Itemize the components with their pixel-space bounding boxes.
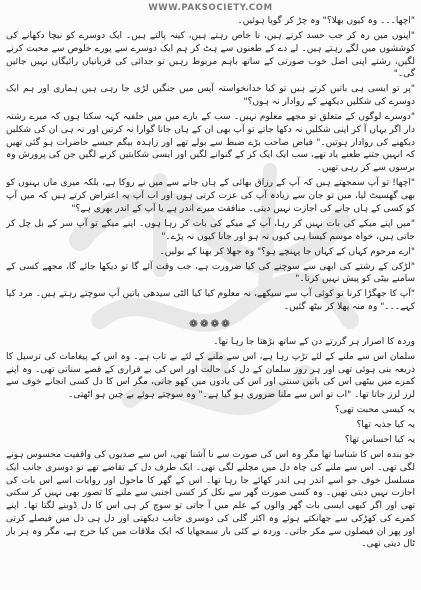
paragraph: وردہ کا اصرار ہر گزرتے دن کے ساتھ بڑھتا جا رہا تھا۔ xyxy=(213,336,415,347)
paragraph: یہ کیا جذبہ تھا؟ xyxy=(356,420,415,431)
paragraph: یہ کیسی محبت تھی؟ xyxy=(334,405,415,416)
paragraph: جو بندہ اس کا شناسا تھا مگر وہ اس کی صورت سے نا آشنا تھی، اس سے صدیوں کی واقفیت محسوس ہونے لگی تھی۔ اس سے ملنے کی چاہ دل میں مچلنے لگی تھی۔ ایک طرف دل کے تقاضے تھے تو دوسری جانب ایک مسلسل خوف جو اسے اندر ہی اندر کھائے جا رہا تھا۔ اس کے گھر کا ماحول اور روایات اسے اس بات کی اجازت نہیں دیتی تھیں۔ وہ کسی صورت گھر سے نکل کر کسی اجنبی سے ملنے کا تصور بھی نہیں کر سکتی تھی اور اگر کبھی ایسی بات گھر والوں کے علم میں آ جاتی تو سوچ کر ہی اس کا دل ڈوبنے لگتا تھا۔ اپنے کمرے کی کھڑکی سے جھانکتے ہوئے وہ اکثر گلی کی دوسری جانب دیکھتی اور دل ہی دل میں فیصلے کرتی اور پھر ان فیصلوں سے مکر جاتی۔ وردہ نے کئی بار سمجھایا کہ ایک ملاقات میں کیا حرج ہے، مگر وہ ہر بار ٹال دیتی تھی۔ xyxy=(6,450,415,550)
paragraph: "میں اپنے میکے کی بات نہیں کر رہا، آپ کے میکے کی بات کر رہا ہوں۔ اپنے میکے تو آپ سر کے بل چل کر جاتی ہیں، خواہ موسم کیسا ہی کیوں نہ ہو اور جانا کیوں نہ پڑے۔" xyxy=(6,218,415,242)
paragraph: "پر تو ایسی ہی باتیں کرتے ہیں تو کیا خدانخواستہ آپس میں جنگیں لڑی جا رہی ہیں ہماری اور ہم ایک دوسرے کی شکلیں دیکھنے کے روادار نہ ہوں؟" xyxy=(6,84,415,108)
paragraph: یہ کیا احساس تھا؟ xyxy=(344,435,415,446)
story-text xyxy=(6,15,415,586)
paragraph: "ارے مرحوم کہاں کے کہاں جا پہنچے ہو؟" وہ جھلا کر بھنا کے بولیں۔ xyxy=(159,246,415,257)
paragraph: "اچھا۔۔۔ وہ کیوں بھلا؟" وہ چڑ کر گویا ہوئیں۔ xyxy=(237,16,415,26)
paragraph: "اپنوں میں رہ کر جب حسد کرتے ہیں، نا خاص رہتے ہیں، کینہ پالتے ہیں۔ ایک دوسرے کو نیچا دکھانے کی کوششوں میں لگے رہتے ہیں۔ لے دے کے طعنوں سے ہٹ کر ہم ایک دوسرے سے پورے خلوص سے محبت کرنے لگیں، رشتے اپنی اصل خوب صورتی کے ساتھ باہم مربوط رہیں تو جدائی کی قربانیاں رائیگاں نہیں جائیں گی۔" xyxy=(6,31,415,80)
paragraph: "لڑکی کے رشتے کی ابھی سے سوچنے کی کیا ضرورت ہے، جب وقت آئے گا تو دیکھا جائے گا، مجھے کسی کے سامنے بیٹی کو پیش نہیں کرنا۔" xyxy=(6,261,415,285)
paragraph: "آپ کا جھگڑا کرنا تو کوئی آپ سے سیکھے، نہ معلوم کیا کیا الٹی سیدھی باتیں آپ سوچتے رہتے ہیں۔ مرد کیا کہے۔۔۔" وہ منہ پھلا کر بیٹھ گئیں۔ xyxy=(6,289,415,313)
paragraph: "اچھا! تو آپ سمجھتے ہیں کہ آپ کے رزاق بھائی کے ہاں جانے سے میں نے روکا ہے، بلکہ میری ماں بہنوں کو بھی گھسیٹ لیا، میں تو جان سے زیادہ آپ کی عزت کرتی ہوں اور اب آپ یہ اعتراض کرتے ہیں کہ میں آپ کو کسی کے ہاں جانے کی اجازت نہیں دیتی۔ منافقت میرے اندر ہے یا آپ کے اندر بھری ہے؟" xyxy=(6,178,415,214)
scene-separator: ❁❁❁❁ xyxy=(189,317,232,330)
paragraph: "دوسرے لوگوں کے متعلق تو مجھے معلوم نہیں۔ سب کے بارے میں میں حلفیہ کہہ سکتا ہوں کہ میرے رشتہ دار اگر یہاں آ کر اپنی شکلیں نہ دکھا جاتے تو آپ بھی ان کے ہاں جانا گوارا نہ کرتیں اور نہ ہی ان کی شکلیں دیکھنے کی روادار ہوتیں۔" فیاض صاحب بڑے ضبط سے بولے تھے اور زاہدہ بیگم جیسے حاضرات ہو گئی تھیں کہ انہیں جتنے طعنے یاد تھے، سب ایک ایک کر کے گنوانے لگیں اور ایسی شکایتیں کرنے لگیں جن کی پرورش وہ برسوں سے کر رہی تھیں۔ xyxy=(6,112,415,174)
paragraph: سلمان اس سے ملنے کے لئے تڑپ رہا ہے، اس سے ملنے کے لئے بے تاب ہے۔ وہ اس کے پیغامات کی ترسیل کا ذریعہ بنی ہوئی تھی اور ہر روز سلمان کے دل کی حالت اور اس کی بے قراری کے قصے سناتی تھی۔ وہ اپنے کمرے میں بیٹھی اس کی باتیں سنتی اور اس کی یادوں میں کھو جاتی، مگر اس کا دل کسی انجانے خوف سے لرز لرز جاتا تھا۔ "اب تو اس سے ملنا ضروری ہو گیا ہے۔" وہ سوچتے ہوئے بے چین ہو اٹھتی۔ xyxy=(6,351,415,401)
site-header: WWW.PAKSOCIETY.COM xyxy=(148,3,273,13)
